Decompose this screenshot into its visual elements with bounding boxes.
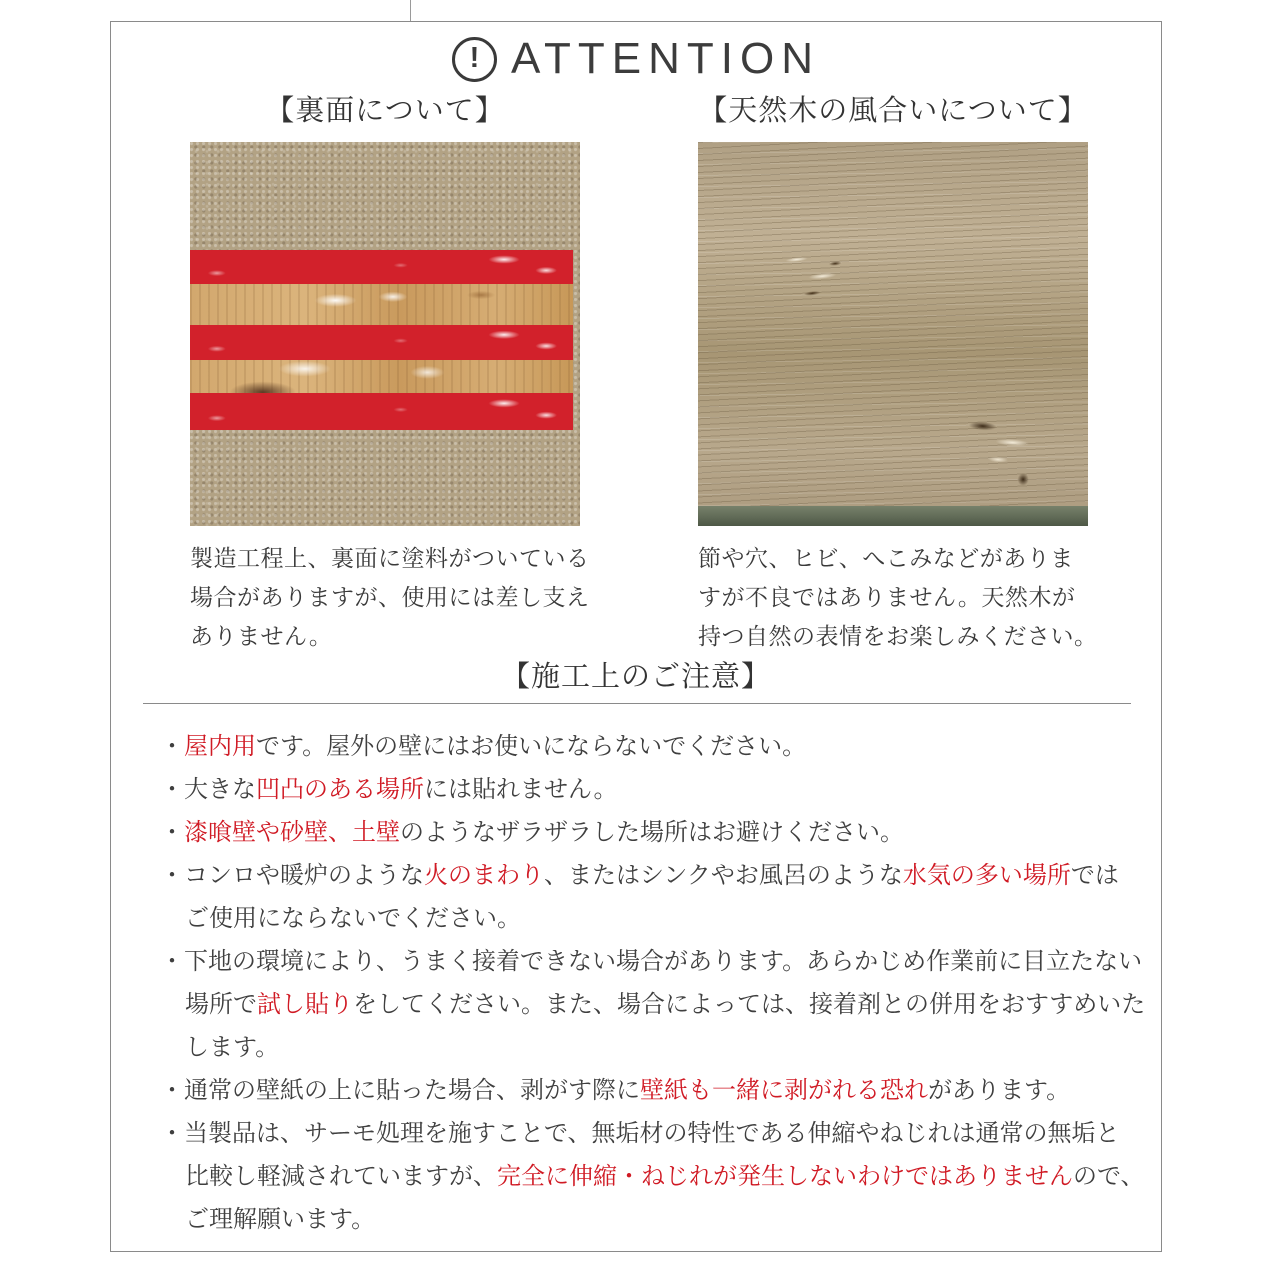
note-line xyxy=(160,811,1150,854)
note-text: 場所で xyxy=(185,991,257,1018)
note-text-highlight: 完全に伸縮・ねじれが発生しないわけではありません xyxy=(497,1163,1073,1190)
notes-title: 【施工上のご注意】 xyxy=(500,661,771,693)
note-line xyxy=(160,725,1150,768)
note-item xyxy=(160,768,1150,811)
backside-caption xyxy=(190,539,590,656)
note-text: ご使用にならないでください。 xyxy=(185,905,521,932)
note-item xyxy=(160,1069,1150,1112)
texture-section xyxy=(698,94,1098,656)
caption-line: 節や穴、ヒビ、へこみなどがありま xyxy=(698,545,1074,571)
note-text: ・当製品は、サーモ処理を施すことで、無垢材の特性である伸縮やねじれは通常の無垢と xyxy=(160,1120,1120,1147)
note-text-highlight: 漆喰壁や砂壁、土壁 xyxy=(184,819,400,846)
note-text: ・通常の壁紙の上に貼った場合、剥がす際に xyxy=(160,1077,640,1104)
note-text: ので、 xyxy=(1073,1163,1145,1190)
note-text-highlight: 壁紙も一緒に剥がれる恐れ xyxy=(640,1077,928,1104)
red-paint-stripe xyxy=(190,325,573,360)
red-paint-stripe xyxy=(190,250,573,284)
notes-list xyxy=(160,725,1150,1241)
note-text: ・コンロや暖炉のような xyxy=(160,862,424,889)
caption-line: 場合がありますが、使用には差し支え xyxy=(190,584,590,610)
photo-bottom-edge xyxy=(698,506,1088,526)
caption-line: ありません。 xyxy=(190,623,333,649)
content-frame xyxy=(110,21,1162,1252)
note-text-highlight: 試し貼り xyxy=(257,991,353,1018)
note-line xyxy=(185,1026,1150,1069)
wood-crack xyxy=(762,227,870,317)
note-text: では xyxy=(1070,862,1119,889)
note-text: 、またはシンクやお風呂のような xyxy=(544,862,903,889)
note-text: ・大きな xyxy=(160,776,256,803)
note-text-highlight: 凹凸のある場所 xyxy=(256,776,424,803)
caption-line: 持つ自然の表情をお楽しみください。 xyxy=(698,623,1098,649)
notes-divider xyxy=(143,703,1131,704)
wood-crack xyxy=(943,400,1059,497)
painted-planks xyxy=(190,250,573,430)
texture-title: 【天然木の風合いについて】 xyxy=(698,95,1088,127)
page-title: ATTENTION xyxy=(510,34,821,83)
note-line xyxy=(160,940,1150,983)
note-line xyxy=(185,1155,1150,1198)
note-line xyxy=(160,768,1150,811)
note-text-highlight: 水気の多い場所 xyxy=(902,862,1071,889)
note-text: があります。 xyxy=(928,1077,1071,1104)
top-divider-remnant xyxy=(410,0,411,22)
note-item xyxy=(160,725,1150,768)
wood-grain-photo xyxy=(698,142,1088,526)
texture-caption xyxy=(698,539,1098,656)
note-text: ・ xyxy=(160,733,184,760)
note-item xyxy=(160,1112,1150,1241)
backside-photo xyxy=(190,142,580,526)
backside-section xyxy=(190,94,590,656)
note-text: します。 xyxy=(185,1034,280,1061)
note-item xyxy=(160,940,1150,1069)
note-text-highlight: 火のまわり xyxy=(424,862,544,889)
exclamation-circle-icon xyxy=(452,37,497,82)
note-text: ・ xyxy=(160,819,184,846)
note-line xyxy=(185,897,1150,940)
caption-line: 製造工程上、裏面に塗料がついている xyxy=(190,545,590,571)
note-line xyxy=(160,1112,1150,1155)
note-text: のようなザラザラした場所はお避けください。 xyxy=(400,819,904,846)
header xyxy=(111,33,1161,85)
note-text: には貼れません。 xyxy=(424,776,618,803)
note-item xyxy=(160,811,1150,854)
note-line xyxy=(185,1198,1150,1241)
exclamation-glyph: ! xyxy=(469,41,480,74)
note-text: をしてください。また、場合によっては、接着剤との併用をおすすめいた xyxy=(353,991,1146,1018)
caption-line: すが不良ではありません。天然木が xyxy=(698,584,1076,610)
note-text-highlight: 屋内用 xyxy=(184,733,256,760)
red-paint-stripe xyxy=(190,393,573,430)
note-text: ご理解願います。 xyxy=(185,1206,376,1233)
note-item xyxy=(160,854,1150,940)
note-text: ・下地の環境により、うまく接着できない場合があります。あらかじめ作業前に目立たない xyxy=(160,948,1143,975)
note-text: 比較し軽減されていますが、 xyxy=(185,1163,497,1190)
backside-title: 【裏面について】 xyxy=(265,95,505,127)
note-line xyxy=(160,1069,1150,1112)
note-text: です。屋外の壁にはお使いにならないでください。 xyxy=(256,733,807,760)
note-line xyxy=(185,983,1150,1026)
note-line xyxy=(160,854,1150,897)
